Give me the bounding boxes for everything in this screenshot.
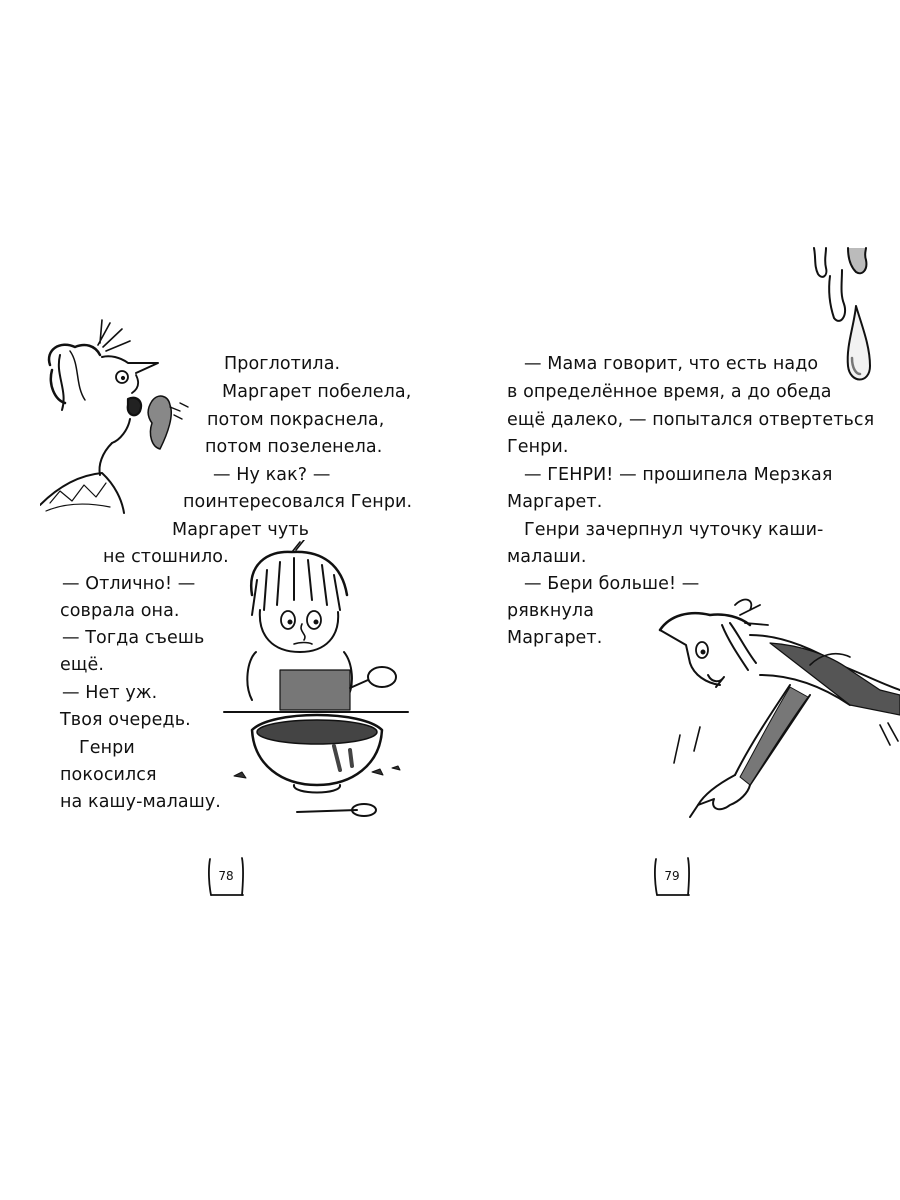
- text-line: рявкнула: [507, 601, 595, 621]
- text-line: — Бери больше! —: [524, 574, 700, 594]
- page-number-label: 78: [218, 869, 234, 883]
- text-line: — ГЕНРИ! — прошипела Мерзкая: [524, 465, 833, 485]
- text-line: поинтересовался Генри.: [183, 492, 413, 512]
- text-line: соврала она.: [60, 601, 180, 621]
- text-line: в определённое время, а до обеда: [507, 382, 832, 402]
- text-line: Маргарет побелела,: [222, 382, 412, 402]
- text-line: Генри: [79, 738, 135, 758]
- text-line: Твоя очередь.: [60, 710, 191, 730]
- text-line: малаши.: [507, 547, 587, 567]
- text-line: на кашу-малашу.: [60, 792, 221, 812]
- porridge-drips-illustration: [808, 246, 878, 391]
- text-line: Генри зачерпнул чуточку каши-: [524, 520, 824, 540]
- text-line: ещё далеко, — попытался отвертеться: [507, 410, 875, 430]
- henry-with-bowl-illustration: [222, 540, 412, 830]
- text-line: покосился: [60, 765, 157, 785]
- page-number: [652, 855, 692, 897]
- text-line: Генри.: [507, 437, 569, 457]
- margaret-pointing-illustration: [650, 595, 900, 835]
- text-line: не стошнило.: [103, 547, 229, 567]
- text-line: Проглотила.: [224, 354, 341, 374]
- text-line: — Ну как? —: [213, 465, 331, 485]
- margaret-spitting-illustration: [40, 315, 200, 515]
- text-line: Маргарет.: [507, 628, 603, 648]
- text-line: ещё.: [60, 655, 104, 675]
- page-number-label: 79: [664, 869, 680, 883]
- text-line: Маргарет.: [507, 492, 603, 512]
- text-line: потом покраснела,: [207, 410, 385, 430]
- text-line: Маргарет чуть: [172, 520, 309, 540]
- text-line: потом позеленела.: [205, 437, 383, 457]
- text-line: — Тогда съешь: [62, 628, 205, 648]
- text-line: — Мама говорит, что есть надо: [524, 354, 819, 374]
- text-line: — Нет уж.: [62, 683, 158, 703]
- text-line: — Отлично! —: [62, 574, 196, 594]
- page-number: [206, 855, 246, 897]
